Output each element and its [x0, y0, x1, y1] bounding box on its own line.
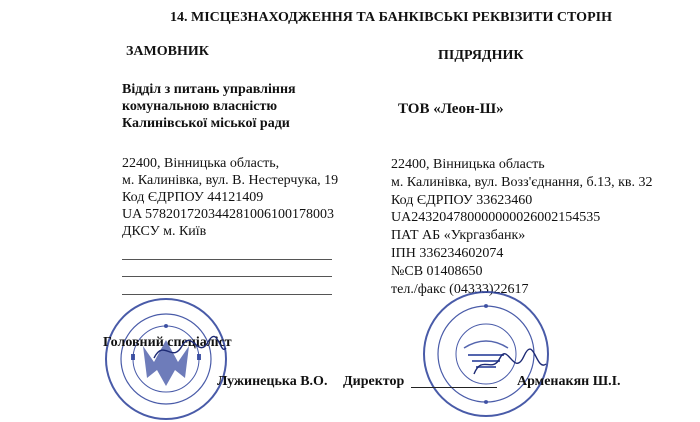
contractor-signature-icon: [470, 344, 550, 384]
contractor-signer-role: Директор: [343, 374, 405, 389]
customer-name-line-2: комунальною власністю: [122, 99, 278, 114]
customer-name-line-3: Калинівської міської ради: [122, 116, 290, 131]
section-title: 14. МІСЦЕЗНАХОДЖЕННЯ ТА БАНКІВСЬКІ РЕКВІЗИТИ СТОРІН: [170, 10, 612, 25]
customer-signer-role: Головний спеціаліст: [103, 335, 232, 350]
customer-blank-line-2: [122, 276, 332, 277]
customer-iban: UA 578201720344281006100178003: [122, 207, 334, 222]
contractor-name: ТОВ «Леон-Ш»: [398, 101, 504, 117]
contractor-signature-line: [411, 387, 497, 388]
customer-signature-icon: [150, 330, 230, 370]
contractor-ipn: ІПН 336234602074: [391, 246, 504, 261]
customer-blank-line-3: [122, 294, 332, 295]
contractor-iban: UA243204780000000026002154535: [391, 210, 601, 225]
contractor-heading: ПІДРЯДНИК: [438, 48, 524, 63]
contractor-signer-name: Арменакян Ш.І.: [517, 374, 621, 389]
contractor-address-line-1: 22400, Вінницька область: [391, 157, 545, 172]
customer-address-line-1: 22400, Вінницька область,: [122, 156, 280, 171]
contractor-edrpou: Код ЄДРПОУ 33623460: [391, 193, 533, 208]
customer-signer-name: Лужинецька В.О.: [217, 374, 328, 389]
contractor-phone-fax: тел./факс (04333)22617: [391, 282, 529, 297]
customer-address-line-2: м. Калинівка, вул. В. Нестерчука, 19: [122, 173, 339, 188]
customer-bank: ДКСУ м. Київ: [122, 224, 207, 239]
customer-blank-line-1: [122, 259, 332, 260]
customer-heading: ЗАМОВНИК: [126, 44, 209, 59]
contractor-vat-certificate: №СВ 01408650: [391, 264, 483, 279]
contractor-bank: ПАТ АБ «Укргазбанк»: [391, 228, 526, 243]
contractor-address-line-2: м. Калинівка, вул. Возз'єднання, б.13, кв. 32: [391, 175, 653, 190]
customer-edrpou: Код ЄДРПОУ 44121409: [122, 190, 264, 205]
customer-name-line-1: Відділ з питань управління: [122, 82, 296, 97]
